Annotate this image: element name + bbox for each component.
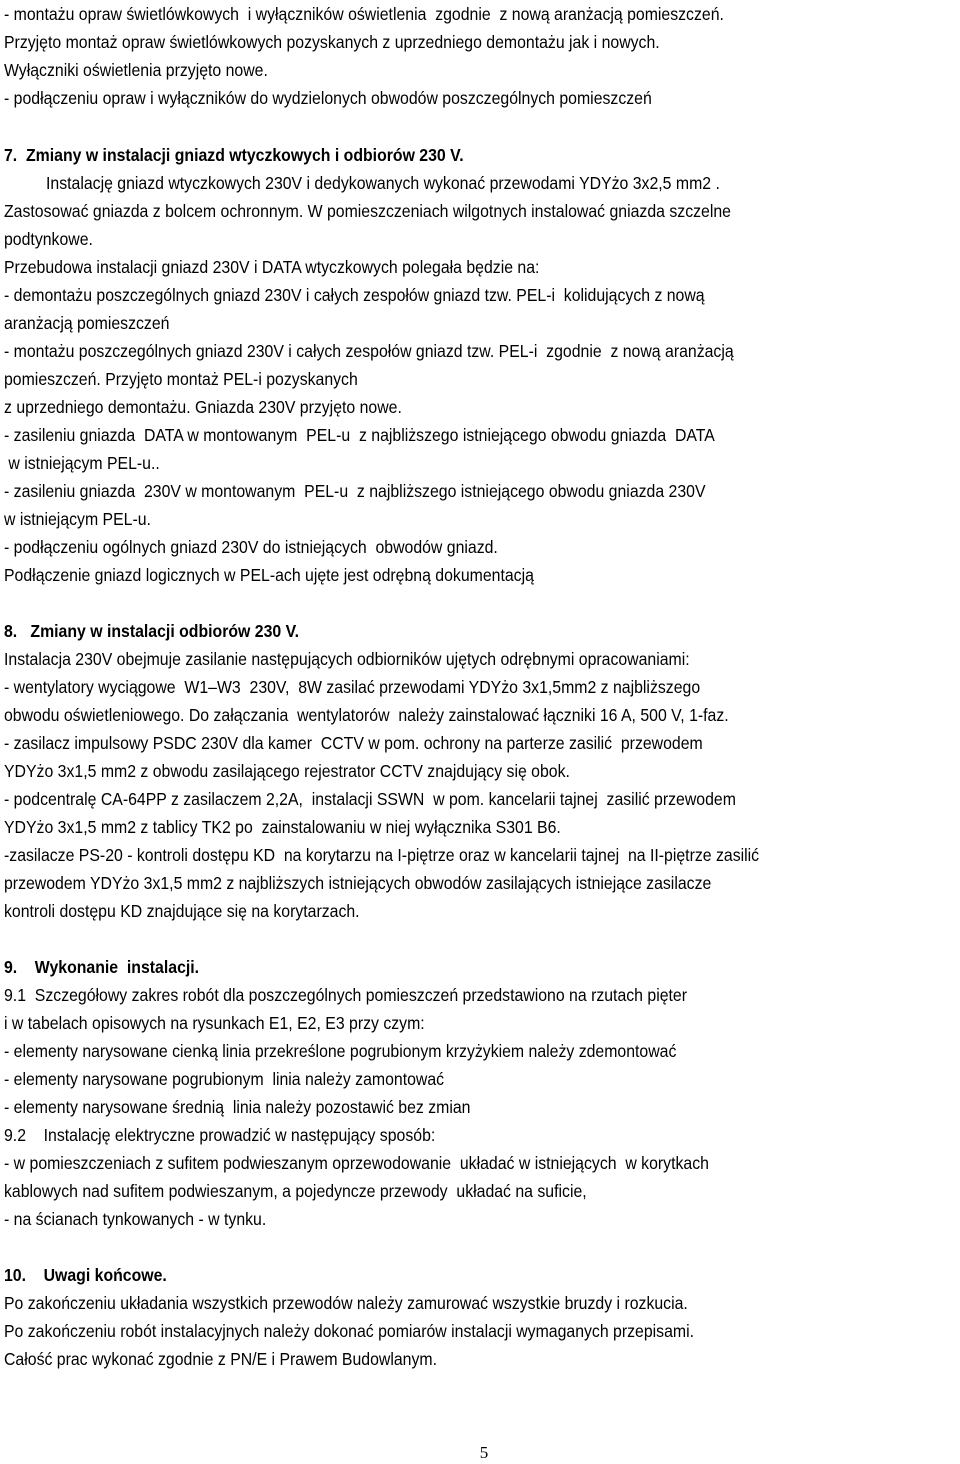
section-heading-7: 7. Zmiany w instalacji gniazd wtyczkowych i odbiorów 230 V. (4, 145, 464, 165)
text-line: aranżacją pomieszczeń (4, 313, 170, 333)
text-line: 9.2 Instalację elektryczne prowadzić w następujący sposób: (4, 1125, 436, 1145)
text-line: kontroli dostępu KD znajdujące się na korytarzach. (4, 901, 360, 921)
text-line: kablowych nad sufitem podwieszanym, a pojedyncze przewody układać na suficie, (4, 1181, 587, 1201)
text-line: - zasileniu gniazda 230V w montowanym PEL-u z najbliższego istniejącego obwodu gniazda 230V (4, 481, 706, 501)
text-line: Wyłączniki oświetlenia przyjęto nowe. (4, 60, 268, 80)
text-line: przewodem YDYżo 3x1,5 mm2 z najbliższych istniejących obwodów zasilających istniejące zasilacze (4, 873, 712, 893)
text-line: - elementy narysowane cienką linia przekreślone pogrubionym krzyżykiem należy zdemontować (4, 1041, 677, 1061)
section-heading-10: 10. Uwagi końcowe. (4, 1265, 167, 1285)
text-line: - w pomieszczeniach z sufitem podwieszanym oprzewodowanie układać w istniejących w korytkach (4, 1153, 709, 1173)
text-line: -zasilacze PS-20 - kontroli dostępu KD na korytarzu na I-piętrze oraz w kancelarii tajnej na II-piętrze zasilić (4, 845, 760, 865)
section-heading-8: 8. Zmiany w instalacji odbiorów 230 V. (4, 621, 300, 641)
section-heading-9: 9. Wykonanie instalacji. (4, 957, 200, 977)
text-line: Całość prac wykonać zgodnie z PN/E i Prawem Budowlanym. (4, 1349, 437, 1369)
text-line: pomieszczeń. Przyjęto montaż PEL-i pozyskanych (4, 369, 358, 389)
text-line: obwodu oświetleniowego. Do załączania wentylatorów należy zainstalować łączniki 16 A, 500 V, 1-faz. (4, 705, 729, 725)
text-line: - na ścianach tynkowanych - w tynku. (4, 1209, 267, 1229)
text-line: - montażu poszczególnych gniazd 230V i całych zespołów gniazd tzw. PEL-i zgodnie z nową aranżacją (4, 341, 734, 361)
text-line: YDYżo 3x1,5 mm2 z tablicy TK2 po zainstalowaniu w niej wyłącznika S301 B6. (4, 817, 561, 837)
text-line: i w tabelach opisowych na rysunkach E1, E2, E3 przy czym: (4, 1013, 425, 1033)
text-line: Instalację gniazd wtyczkowych 230V i dedykowanych wykonać przewodami YDYżo 3x2,5 mm2 . (46, 173, 720, 193)
text-line: - elementy narysowane pogrubionym linia należy zamontować (4, 1069, 445, 1089)
text-line: Po zakończeniu układania wszystkich przewodów należy zamurować wszystkie bruzdy i rozkucia. (4, 1293, 688, 1313)
text-line: Podłączenie gniazd logicznych w PEL-ach ujęte jest odrębną dokumentacją (4, 565, 534, 585)
text-line: w istniejącym PEL-u. (4, 509, 151, 529)
text-line: - zasilacz impulsowy PSDC 230V dla kamer CCTV w pom. ochrony na parterze zasilić przewodem (4, 733, 703, 753)
text-line: Instalacja 230V obejmuje zasilanie następujących odbiorników ujętych odrębnymi opracowaniami: (4, 649, 690, 669)
text-line: 9.1 Szczegółowy zakres robót dla poszczególnych pomieszczeń przedstawiono na rzutach pięter (4, 985, 688, 1005)
page-number: 5 (479, 1443, 489, 1462)
text-line: - podłączeniu opraw i wyłączników do wydzielonych obwodów poszczególnych pomieszczeń (4, 88, 652, 108)
text-line: Przebudowa instalacji gniazd 230V i DATA wtyczkowych polegała będzie na: (4, 257, 540, 277)
text-line: z uprzedniego demontażu. Gniazda 230V przyjęto nowe. (4, 397, 402, 417)
text-line: - zasileniu gniazda DATA w montowanym PEL-u z najbliższego istniejącego obwodu gniazda DATA (4, 425, 715, 445)
text-line: w istniejącym PEL-u.. (4, 453, 160, 473)
text-line: - elementy narysowane średnią linia należy pozostawić bez zmian (4, 1097, 471, 1117)
text-line: podtynkowe. (4, 229, 93, 249)
text-line: - podłączeniu ogólnych gniazd 230V do istniejących obwodów gniazd. (4, 537, 498, 557)
text-line: - wentylatory wyciągowe W1–W3 230V, 8W zasilać przewodami YDYżo 3x1,5mm2 z najbliższego (4, 677, 701, 697)
text-line: Po zakończeniu robót instalacyjnych należy dokonać pomiarów instalacji wymaganych przepisami. (4, 1321, 695, 1341)
text-line: YDYżo 3x1,5 mm2 z obwodu zasilającego rejestrator CCTV znajdujący się obok. (4, 761, 570, 781)
text-line: Przyjęto montaż opraw świetlówkowych pozyskanych z uprzedniego demontażu jak i nowych. (4, 32, 660, 52)
text-line: - demontażu poszczególnych gniazd 230V i całych zespołów gniazd tzw. PEL-i kolidujących z nową (4, 285, 705, 305)
text-line: - montażu opraw świetlówkowych i wyłączników oświetlenia zgodnie z nową aranżacją pomieszczeń. (4, 4, 724, 24)
text-line: Zastosować gniazda z bolcem ochronnym. W pomieszczeniach wilgotnych instalować gniazda szczelne (4, 201, 731, 221)
text-line: - podcentralę CA-64PP z zasilaczem 2,2A, instalacji SSWN w pom. kancelarii tajnej zasilić przewodem (4, 789, 736, 809)
